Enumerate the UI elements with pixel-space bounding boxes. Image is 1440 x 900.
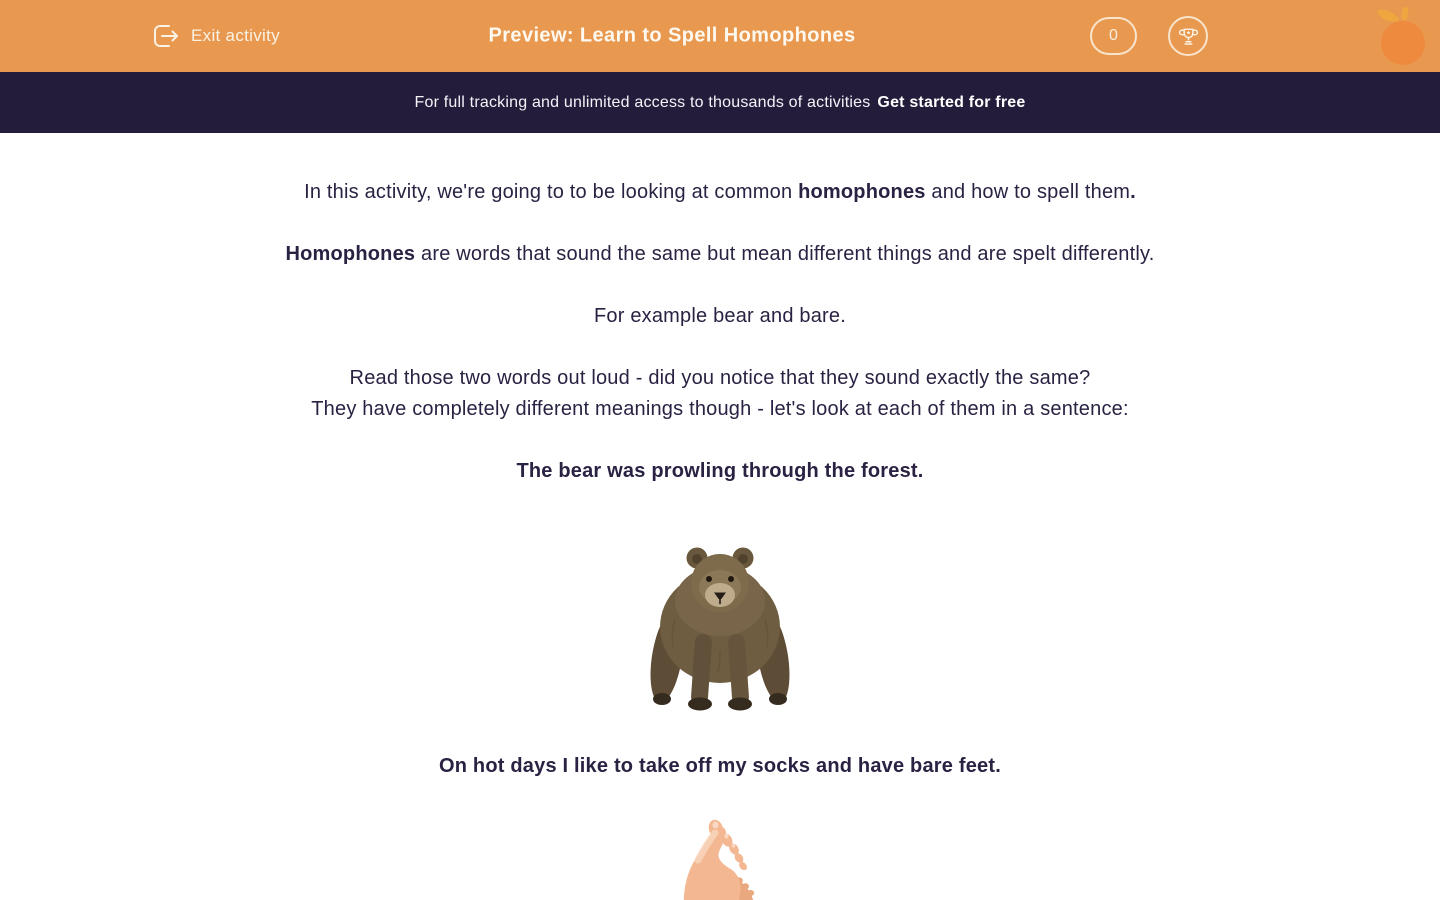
feet-image: [660, 817, 780, 900]
feet-sentence: On hot days I like to take off my socks and have bare feet.: [439, 755, 1001, 777]
intro-text-mid: and how to spell them: [925, 181, 1131, 203]
exit-activity-label: Exit activity: [191, 26, 280, 45]
page-title: Preview: Learn to Spell Homophones: [488, 24, 856, 47]
promo-text: For full tracking and unlimited access to thousands of activities: [414, 93, 871, 111]
intro-paragraph: [304, 177, 1136, 208]
brand-logo[interactable]: [1374, 2, 1430, 68]
score-counter: [1090, 17, 1137, 55]
trophy-icon: [1177, 25, 1200, 48]
header-bar: [0, 0, 1440, 72]
definition-text: are words that sound the same but mean different things and are spelt differently.: [415, 243, 1155, 265]
score-value: 0: [1109, 27, 1118, 44]
read-aloud-line-1: Read those two words out loud - did you notice that they sound exactly the same?: [349, 367, 1091, 389]
read-aloud-line-2: They have completely different meanings though - let's look at each of them in a sentence:: [311, 398, 1129, 420]
read-aloud-paragraph: [311, 363, 1128, 425]
exit-activity-button[interactable]: [150, 23, 280, 49]
get-started-link[interactable]: Get started for free: [877, 93, 1026, 111]
homophones-definition-bold: Homophones: [285, 243, 416, 265]
exit-icon: [150, 23, 180, 49]
intro-bold-period: .: [1130, 181, 1136, 203]
homophones-bold-word: homophones: [798, 181, 926, 203]
orange-fruit-logo-icon: [1374, 55, 1430, 72]
definition-paragraph: [285, 239, 1154, 270]
activity-content: [0, 133, 1440, 900]
bear-sentence: The bear was prowling through the forest.: [516, 460, 924, 482]
promo-banner: [0, 72, 1440, 133]
bear-image: [645, 539, 795, 712]
trophy-button[interactable]: [1168, 16, 1208, 56]
intro-text-pre: In this activity, we're going to to be looking at common: [304, 181, 799, 203]
example-paragraph: For example bear and bare.: [593, 305, 846, 327]
